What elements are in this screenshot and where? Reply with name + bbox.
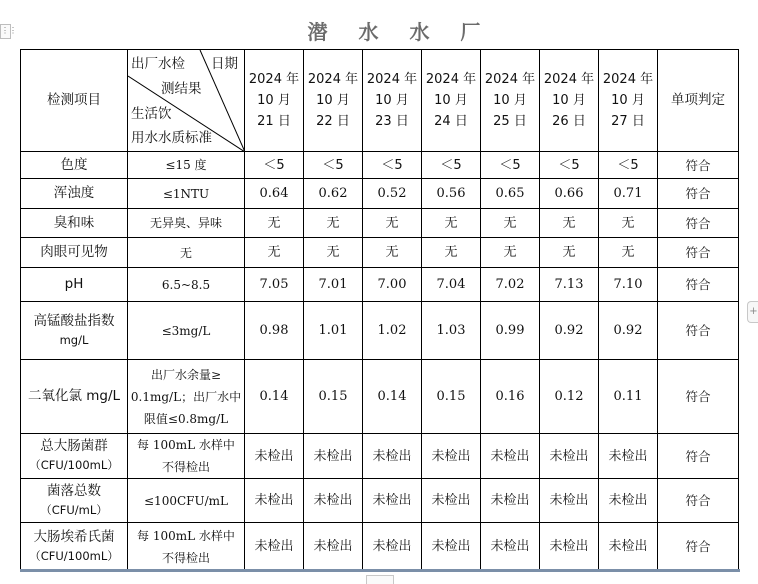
result-cell: 无 [363,238,422,268]
result-cell: 未检出 [245,434,304,479]
item-name-line: 色度 [60,156,88,173]
page-title: 潜 水 水 厂 [307,20,493,44]
item-name-cell [21,238,128,268]
judgement-cell: 符合 [658,479,739,523]
result-cell: 无 [540,209,599,238]
item-name-line: （CFU/100mL） [29,548,119,563]
table-row [21,479,739,523]
result-cell: 未检出 [422,523,481,571]
item-name-line: mg/L [59,332,89,347]
scroll-tab[interactable] [366,575,394,584]
standard-cell [128,268,245,302]
standard-line: 出厂水余量≥ [150,367,222,382]
header-row [21,50,739,152]
result-cell: 未检出 [304,523,363,571]
result-cell: 未检出 [599,434,658,479]
header-diagonal-cell [128,50,245,152]
result-cell: 未检出 [422,479,481,523]
table-row [21,152,739,179]
result-cell: 无 [245,209,304,238]
result-cell: 0.15 [422,360,481,434]
result-cell: 未检出 [422,434,481,479]
result-cell: 0.65 [481,179,540,209]
standard-line: 不得检出 [161,460,210,474]
water-quality-table [20,49,739,571]
result-cell: 未检出 [599,523,658,571]
header-item-cell [21,50,128,152]
result-cell: 无 [363,209,422,238]
result-cell: 0.14 [245,360,304,434]
judgement-cell: 符合 [658,360,739,434]
item-name-line: 臭和味 [53,214,95,231]
table-add-column-icon[interactable]: + [747,301,758,323]
result-cell: 未检出 [540,434,599,479]
item-name-line: 浑浊度 [53,185,95,201]
result-cell: 0.64 [245,179,304,209]
date-header-5: 2024 年 10 月 25 日 [481,50,540,152]
result-cell: 无 [599,209,658,238]
result-cell: 0.98 [245,302,304,360]
result-cell: 7.01 [304,268,363,302]
item-name-cell [21,523,128,571]
table-row [21,179,739,209]
table-row [21,302,739,360]
standard-cell [128,360,245,434]
standard-cell [128,209,245,238]
result-cell: 0.14 [363,360,422,434]
result-cell: 无 [245,238,304,268]
result-cell: 未检出 [304,479,363,523]
result-cell: 无 [540,238,599,268]
result-cell: 7.04 [422,268,481,302]
standard-cell [128,238,245,268]
judgement-cell: 符合 [658,523,739,571]
page-bottom-border [20,569,740,572]
result-cell: 7.00 [363,268,422,302]
table-row [21,434,739,479]
result-cell: 0.62 [304,179,363,209]
result-cell: 未检出 [481,523,540,571]
standard-line: ≤100CFU/mL [144,493,228,508]
result-cell: ＜5 [481,152,540,179]
standard-line: 每 100mL 水样中 [137,438,235,452]
result-cell: 无 [481,238,540,268]
result-cell: 未检出 [363,523,422,571]
result-cell: 0.71 [599,179,658,209]
result-cell: 7.05 [245,268,304,302]
standard-cell [128,523,245,571]
judgement-cell: 符合 [658,152,739,179]
result-cell: 0.16 [481,360,540,434]
result-cell: 未检出 [245,479,304,523]
standard-line: ≤15 度 [165,158,207,172]
item-name-line: pH [64,276,84,292]
judgement-cell: 符合 [658,238,739,268]
result-cell: 1.01 [304,302,363,360]
result-cell: 未检出 [363,434,422,479]
table-row [21,238,739,268]
result-cell: ＜5 [363,152,422,179]
result-cell: 未检出 [481,434,540,479]
date-header-2: 2024 年 10 月 22 日 [304,50,363,152]
table-row [21,268,739,302]
standard-line: 不得检出 [161,550,210,565]
result-cell: 0.52 [363,179,422,209]
standard-line: ≤1NTU [162,186,210,201]
standard-cell [128,434,245,479]
standard-cell [128,302,245,360]
item-name-cell [21,360,128,434]
standard-line: 0.1mg/L；出厂水中 [130,389,242,404]
standard-line: ≤3mg/L [161,323,211,338]
item-name-cell [21,152,128,179]
result-cell: 7.10 [599,268,658,302]
result-cell: 未检出 [363,479,422,523]
result-cell: ＜5 [245,152,304,179]
header-judgement-label: 单项判定 [671,92,725,108]
header-item-label: 检测项目 [47,92,101,108]
date-header-1: 2024 年 10 月 21 日 [245,50,304,152]
item-name-line: 高锰酸盐指数 [33,312,115,329]
result-cell: 0.56 [422,179,481,209]
result-cell: 7.02 [481,268,540,302]
item-name-cell [21,479,128,523]
item-name-cell [21,434,128,479]
diag-label-inspection: 出厂水检 [131,56,185,72]
result-cell: 0.92 [540,302,599,360]
item-name-cell [21,179,128,209]
diag-label-standard-1: 生活饮 [131,106,172,122]
standard-cell [128,152,245,179]
diag-label-result: 测结果 [161,81,202,97]
item-name-line: 肉眼可见物 [40,244,108,260]
result-cell: 未检出 [540,479,599,523]
result-cell: 无 [304,209,363,238]
result-cell: 无 [304,238,363,268]
item-name-line: 大肠埃希氏菌 [33,528,115,545]
item-name-cell [21,302,128,360]
judgement-cell: 符合 [658,209,739,238]
item-name-line: 菌落总数 [47,482,101,499]
result-cell: ＜5 [422,152,481,179]
result-cell: 0.11 [599,360,658,434]
result-cell: 无 [481,209,540,238]
judgement-cell: 符合 [658,179,739,209]
result-cell: 未检出 [245,523,304,571]
table-row [21,523,739,571]
table-move-handle-icon[interactable]: ⋮⋮ [0,24,11,39]
header-judgement-cell [658,50,739,152]
item-name-cell [21,268,128,302]
diag-label-standard-2: 用水水质标准 [131,130,212,146]
result-cell: 0.12 [540,360,599,434]
judgement-cell: 符合 [658,268,739,302]
item-name-line: （CFU/mL） [40,502,108,517]
result-cell: 未检出 [599,479,658,523]
result-cell: 7.13 [540,268,599,302]
result-cell: 无 [599,238,658,268]
standard-line: 无异臭、异味 [149,216,222,230]
result-cell: 未检出 [540,523,599,571]
result-cell: 未检出 [481,479,540,523]
item-name-line: 二氧化氯 mg/L [27,388,121,404]
standard-cell [128,479,245,523]
result-cell: ＜5 [540,152,599,179]
date-header-7: 2024 年 10 月 27 日 [599,50,658,152]
result-cell: 1.03 [422,302,481,360]
table-row [21,209,739,238]
result-cell: 无 [422,209,481,238]
result-cell: ＜5 [599,152,658,179]
judgement-cell: 符合 [658,434,739,479]
standard-line: 限值≤0.8mg/L [143,411,229,426]
result-cell: 0.15 [304,360,363,434]
result-cell: 无 [422,238,481,268]
result-cell: 0.99 [481,302,540,360]
date-header-3: 2024 年 10 月 23 日 [363,50,422,152]
item-name-cell [21,209,128,238]
result-cell: 0.66 [540,179,599,209]
item-name-line: 总大肠菌群 [40,438,108,454]
standard-line: 每 100mL 水样中 [137,528,235,543]
diag-label-date: 日期 [211,56,238,72]
standard-cell [128,179,245,209]
result-cell: ＜5 [304,152,363,179]
result-cell: 0.92 [599,302,658,360]
judgement-cell: 符合 [658,302,739,360]
item-name-line: （CFU/100mL） [29,458,119,472]
result-cell: 1.02 [363,302,422,360]
standard-line: 6.5~8.5 [161,277,211,292]
date-header-6: 2024 年 10 月 26 日 [540,50,599,152]
result-cell: 未检出 [304,434,363,479]
date-header-4: 2024 年 10 月 24 日 [422,50,481,152]
table-row [21,360,739,434]
standard-line: 无 [179,245,192,260]
